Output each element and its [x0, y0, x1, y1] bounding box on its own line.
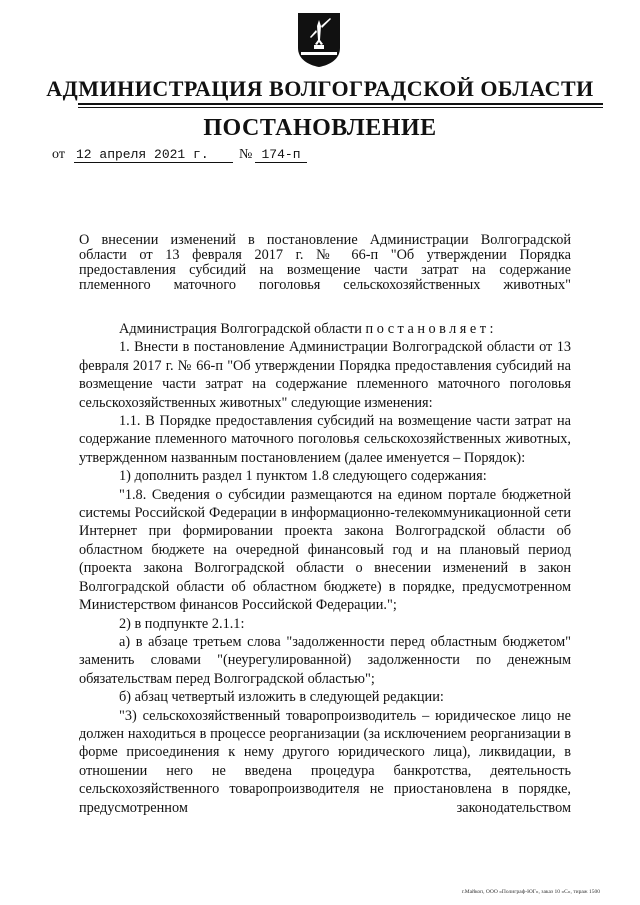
document-type: ПОСТАНОВЛЕНИЕ — [203, 115, 437, 141]
paragraph-1: 1. Внести в постановление Администрации Волгоградской области от 13 февраля 2017 г. № 66-п "Об утверждении Порядка предоставления субсидий на возмещение части затрат на содержание племенного маточного поголовья сельскохозяйственных животных" следующие изменения: — [79, 339, 571, 411]
intro-prefix: Администрация Волгоградской области — [119, 321, 362, 337]
print-footer: г.Майкоп, ООО «Полиграф-ЮГ», заказ 10 «С», тираж 1500 — [461, 889, 600, 895]
volgograd-emblem-icon — [297, 12, 341, 68]
paragraph-quote-3: "3) сельскохозяйственный товаропроизводитель – юридическое лицо не должен находиться в процессе реорганизации (за исключением реорганизации в форме присоединения к нему другого юридического лица), ликвидации, в отношении него не введена процедура банкротства, деятельность сельскохозяйственного товаропроизводителя не приостановлена в порядке, предусмотренном законодательством — [79, 707, 571, 816]
number-prefix: № — [239, 147, 253, 162]
document-title: О внесении изменений в постановление Администрации Волгоградской области от 13 февраля 2017 г. № 66-п "Об утверждении Порядка предоставления субсидий на возмещение части затрат на содержание племенного маточного поголовья сельскохозяйственных животных" — [79, 232, 571, 293]
paragraph-item-1: 1) дополнить раздел 1 пунктом 1.8 следующего содержания: — [119, 468, 487, 485]
organization-name: АДМИНИСТРАЦИЯ ВОЛГОГРАДСКОЙ ОБЛАСТИ — [46, 76, 594, 101]
intro-paragraph — [79, 320, 571, 338]
document-number: 174-п — [255, 147, 307, 163]
header-rule-thick — [78, 103, 603, 105]
intro-action: постановляет: — [365, 321, 497, 337]
header-rule-thin — [78, 107, 603, 108]
date-prefix: от — [52, 147, 65, 162]
paragraph-item-b: б) абзац четвертый изложить в следующей редакции: — [119, 689, 444, 706]
document-body — [79, 320, 571, 817]
paragraph-item-a: а) в абзаце третьем слова "задолженности перед областным бюджетом" заменить словами "(неурегулированной) задолженности по денежным обязательствам перед Волгоградской областью"; — [79, 633, 571, 687]
paragraph-item-2: 2) в подпункте 2.1.1: — [119, 615, 245, 632]
paragraph-quote-1-8: "1.8. Сведения о субсидии размещаются на едином портале бюджетной системы Российской Федерации в информационно-телекоммуникационной сети Интернет при формировании проекта закона Волгоградской области об областном бюджете на очередной финансовый год и на плановый период (проекта закона Волгоградской области о внесении изменений в закон Волгоградской области об областном бюджете) в порядке, предусмотренном Министерством финансов Российской Федерации."; — [79, 486, 571, 614]
paragraph-1-1: 1.1. В Порядке предоставления субсидий на возмещение части затрат на содержание племенного маточного поголовья сельскохозяйственных животных, утвержденном названным постановлением (далее именуется – Порядок): — [79, 413, 571, 466]
document-date: 12 апреля 2021 г. — [74, 147, 233, 163]
